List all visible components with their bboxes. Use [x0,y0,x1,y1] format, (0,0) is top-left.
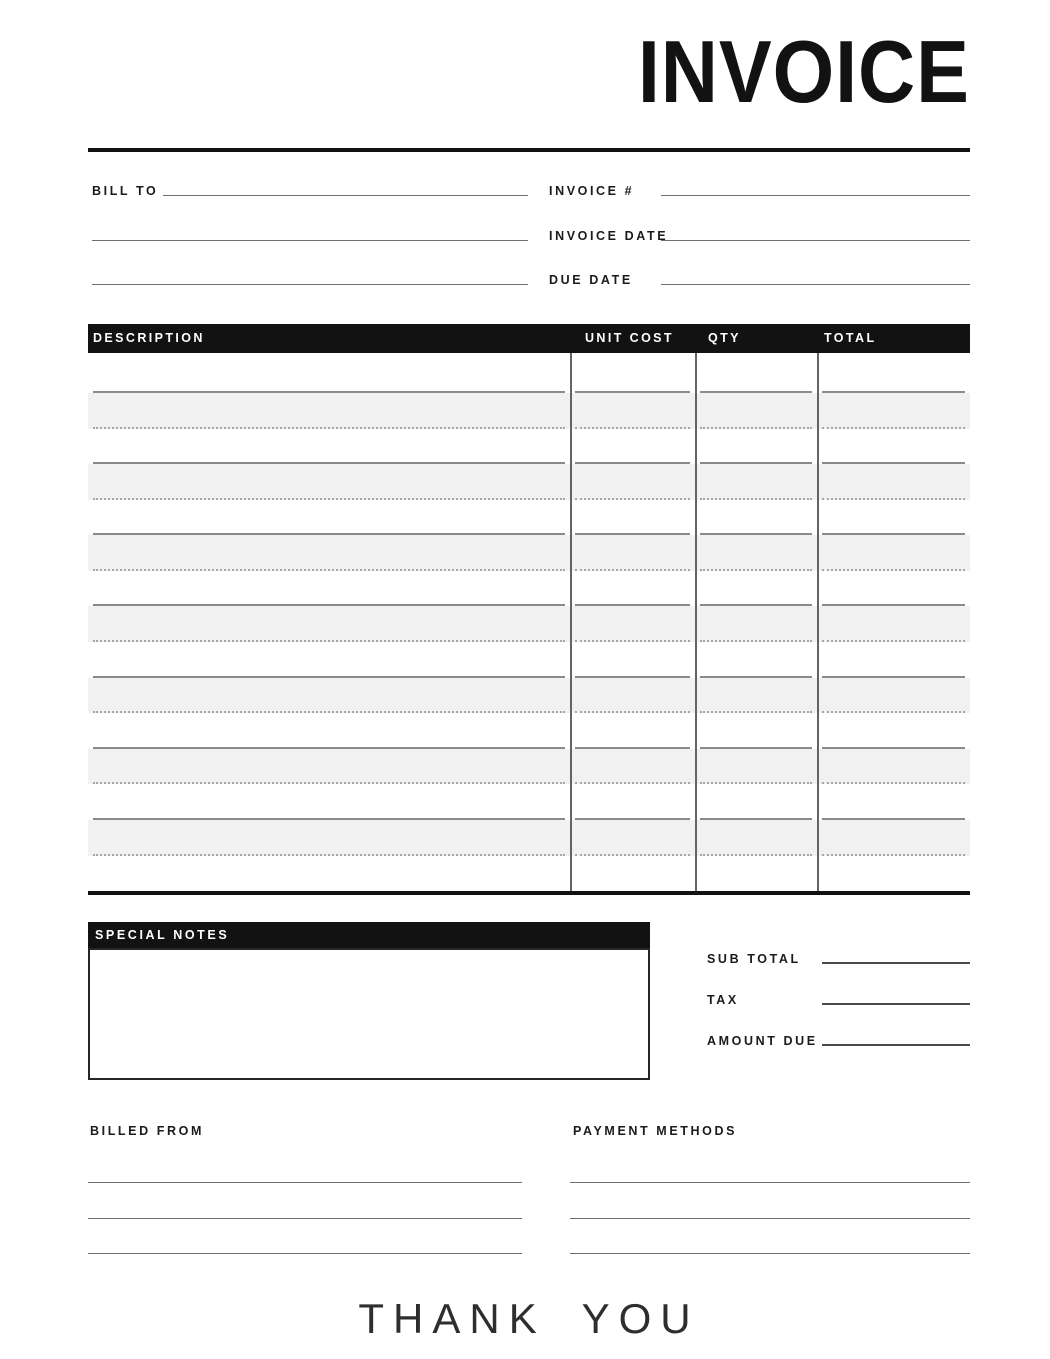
invoice-number-label: INVOICE # [549,184,635,198]
table-cell [817,856,970,892]
table-cell [817,642,970,678]
table-row [88,820,970,856]
payment-methods-line-1 [570,1182,970,1183]
amount-due-line [822,1044,970,1046]
table-cell [817,353,970,393]
table-cell [817,749,970,785]
page-title: INVOICE [638,22,970,121]
billed-from-line-2 [88,1218,522,1219]
special-notes-label: SPECIAL NOTES [95,927,230,942]
table-cell [570,606,695,642]
table-row [88,535,970,571]
table-cell [570,642,695,678]
table-cell [817,784,970,820]
amount-due-label: AMOUNT DUE [707,1034,818,1048]
table-row [88,464,970,500]
table-cell [817,571,970,607]
table-cell [570,784,695,820]
table-cell [695,429,817,465]
table-row [88,642,970,678]
bill-to-line-3 [92,284,528,285]
column-header-description: DESCRIPTION [93,331,205,346]
table-cell [570,393,695,429]
table-cell [88,856,570,892]
invoice-date-label: INVOICE DATE [549,229,669,243]
table-row [88,571,970,607]
special-notes-header [88,922,650,948]
table-cell [817,678,970,714]
items-table-header [88,324,970,353]
bill-to-label: BILL TO [92,184,159,198]
items-table-body [88,353,970,891]
invoice-date-line [661,240,970,241]
table-cell [695,353,817,393]
column-header-qty: QTY [708,331,741,346]
column-divider-total [817,353,819,891]
page-content [88,0,970,1359]
table-cell [570,535,695,571]
subtotal-line [822,962,970,964]
table-cell [88,749,570,785]
table-cell [695,393,817,429]
invoice-number-line [661,195,970,196]
subtotal-label: SUB TOTAL [707,952,801,966]
table-cell [88,571,570,607]
table-cell [817,820,970,856]
billed-from-line-3 [88,1253,522,1254]
table-row [88,500,970,536]
table-cell [695,749,817,785]
table-cell [695,464,817,500]
table-cell [695,678,817,714]
table-cell [88,606,570,642]
table-cell [695,642,817,678]
table-cell [570,353,695,393]
table-cell [88,678,570,714]
bill-to-line-1 [163,195,528,196]
table-cell [88,464,570,500]
due-date-label: DUE DATE [549,273,633,287]
table-row [88,429,970,465]
table-rows [88,353,970,891]
table-cell [817,713,970,749]
table-row [88,353,970,393]
table-cell [570,749,695,785]
billed-from-label: BILLED FROM [90,1124,205,1138]
table-cell [817,393,970,429]
table-row [88,856,970,892]
column-header-total: TOTAL [824,331,877,346]
table-row [88,678,970,714]
table-cell [695,784,817,820]
tax-line [822,1003,970,1005]
payment-methods-label: PAYMENT METHODS [573,1124,738,1138]
items-table [88,324,970,895]
table-row [88,784,970,820]
table-cell [88,393,570,429]
table-cell [88,353,570,393]
table-cell [817,464,970,500]
table-cell [570,464,695,500]
table-cell [695,856,817,892]
table-cell [88,429,570,465]
table-cell [817,500,970,536]
payment-methods-line-3 [570,1253,970,1254]
thank-you-text: THANK YOU [358,1295,700,1342]
table-cell [817,606,970,642]
payment-methods-line-2 [570,1218,970,1219]
table-cell [88,713,570,749]
table-cell [695,571,817,607]
table-cell [570,571,695,607]
table-cell [570,429,695,465]
table-cell [88,500,570,536]
column-divider-qty [695,353,697,891]
table-cell [695,606,817,642]
table-cell [88,642,570,678]
table-cell [570,713,695,749]
items-table-bottom-rule [88,891,970,895]
table-cell [570,500,695,536]
table-cell [695,535,817,571]
due-date-line [661,284,970,285]
bill-to-line-2 [92,240,528,241]
table-cell [570,856,695,892]
table-cell [817,535,970,571]
special-notes-box [88,948,650,1080]
table-row [88,749,970,785]
table-cell [88,784,570,820]
table-cell [570,820,695,856]
table-cell [817,429,970,465]
table-row [88,713,970,749]
column-header-unit-cost: UNIT COST [585,331,674,346]
table-cell [570,678,695,714]
table-cell [88,535,570,571]
table-cell [695,820,817,856]
table-cell [695,500,817,536]
table-row [88,606,970,642]
table-cell [695,713,817,749]
billed-from-line-1 [88,1182,522,1183]
table-cell [88,820,570,856]
table-row [88,393,970,429]
column-divider-unit-cost [570,353,572,891]
tax-label: TAX [707,993,739,1007]
header-divider [88,148,970,152]
